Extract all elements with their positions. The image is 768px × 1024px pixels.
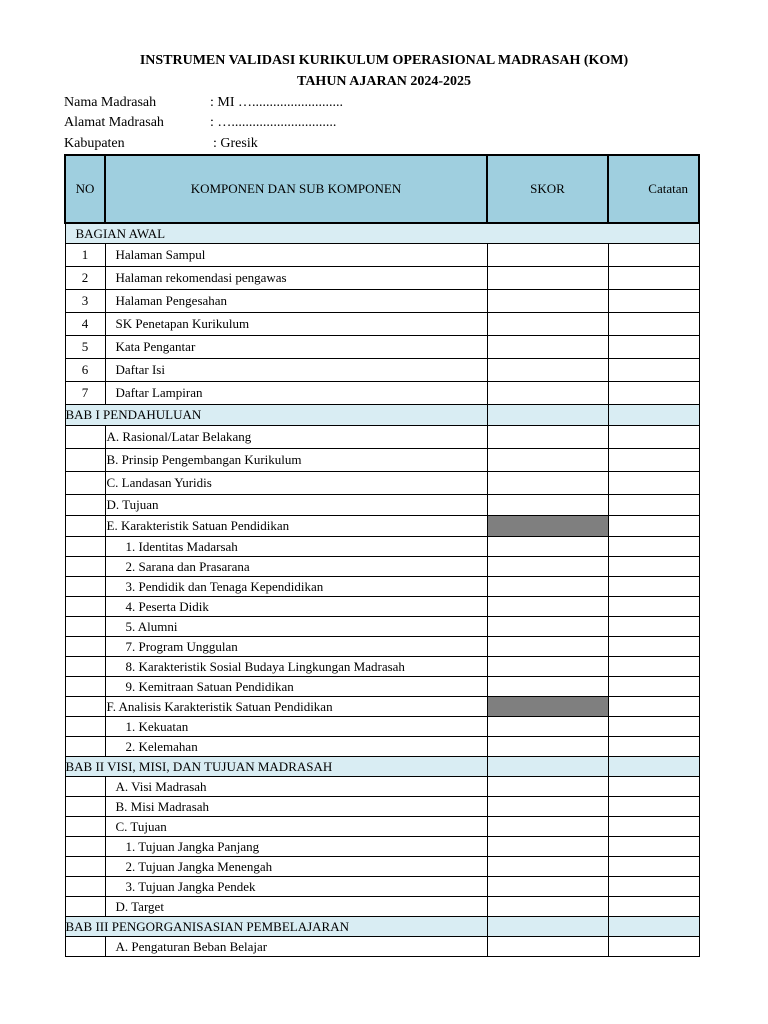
table-row — [65, 657, 699, 677]
info-value: : MI ….......................... — [210, 95, 343, 110]
row-component: 7. Program Unggulan — [105, 637, 487, 657]
validation-table — [64, 154, 700, 957]
row-number — [65, 797, 105, 817]
score-cell[interactable] — [487, 797, 608, 817]
row-number — [65, 472, 105, 495]
row-component: E. Karakteristik Satuan Pendidikan — [105, 516, 487, 537]
table-row — [65, 313, 699, 336]
row-number — [65, 449, 105, 472]
row-number: 6 — [65, 359, 105, 382]
table-row — [65, 697, 699, 717]
table-row — [65, 449, 699, 472]
table-row — [65, 857, 699, 877]
score-cell — [487, 757, 608, 777]
notes-cell[interactable] — [608, 837, 699, 857]
info-label: Kabupaten — [64, 136, 125, 151]
row-component: D. Target — [105, 897, 487, 917]
row-component: SK Penetapan Kurikulum — [105, 313, 487, 336]
info-label: Nama Madrasah — [64, 95, 157, 110]
score-cell — [487, 917, 608, 937]
row-component: 1. Identitas Madarsah — [105, 537, 487, 557]
score-cell-disabled — [487, 697, 608, 717]
row-number — [65, 877, 105, 897]
table-row — [65, 897, 699, 917]
table-row — [65, 937, 699, 957]
notes-cell[interactable] — [608, 557, 699, 577]
row-component: 1. Kekuatan — [105, 717, 487, 737]
notes-cell[interactable] — [608, 267, 699, 290]
row-component: D. Tujuan — [105, 495, 487, 516]
score-cell[interactable] — [487, 495, 608, 516]
score-cell[interactable] — [487, 677, 608, 697]
notes-cell — [608, 757, 699, 777]
notes-cell[interactable] — [608, 290, 699, 313]
score-cell[interactable] — [487, 537, 608, 557]
info-madrasah-address — [64, 114, 337, 132]
score-cell[interactable] — [487, 777, 608, 797]
notes-cell[interactable] — [608, 897, 699, 917]
row-number — [65, 617, 105, 637]
notes-cell[interactable] — [608, 637, 699, 657]
table-row — [65, 677, 699, 697]
table-row — [65, 557, 699, 577]
row-component: 3. Tujuan Jangka Pendek — [105, 877, 487, 897]
row-component: 2. Tujuan Jangka Menengah — [105, 857, 487, 877]
row-component: 2. Sarana dan Prasarana — [105, 557, 487, 577]
score-cell[interactable] — [487, 244, 608, 267]
table-row — [65, 359, 699, 382]
table-row — [65, 472, 699, 495]
row-component: C. Tujuan — [105, 817, 487, 837]
score-cell[interactable] — [487, 472, 608, 495]
row-component: A. Visi Madrasah — [105, 777, 487, 797]
row-component: 3. Pendidik dan Tenaga Kependidikan — [105, 577, 487, 597]
info-madrasah-name — [64, 94, 343, 112]
row-component: Halaman rekomendasi pengawas — [105, 267, 487, 290]
notes-cell[interactable] — [608, 359, 699, 382]
notes-cell — [608, 405, 699, 426]
col-header-notes: Catatan — [608, 155, 699, 223]
row-number — [65, 777, 105, 797]
score-cell[interactable] — [487, 557, 608, 577]
table-row — [65, 617, 699, 637]
notes-cell[interactable] — [608, 657, 699, 677]
table-row — [65, 737, 699, 757]
section-title: BAGIAN AWAL — [65, 223, 699, 244]
row-component: Halaman Pengesahan — [105, 290, 487, 313]
row-component: F. Analisis Karakteristik Satuan Pendidikan — [105, 697, 487, 717]
row-component: C. Landasan Yuridis — [105, 472, 487, 495]
table-row — [65, 597, 699, 617]
row-component: Daftar Lampiran — [105, 382, 487, 405]
section-title: BAB III PENGORGANISASIAN PEMBELAJARAN — [65, 917, 487, 937]
table-row — [65, 495, 699, 516]
row-number: 2 — [65, 267, 105, 290]
row-number — [65, 426, 105, 449]
row-component: 8. Karakteristik Sosial Budaya Lingkungan Madrasah — [105, 657, 487, 677]
score-cell[interactable] — [487, 637, 608, 657]
row-number — [65, 717, 105, 737]
score-cell[interactable] — [487, 897, 608, 917]
notes-cell[interactable] — [608, 817, 699, 837]
section-row — [65, 757, 699, 777]
notes-cell[interactable] — [608, 449, 699, 472]
row-component: B. Misi Madrasah — [105, 797, 487, 817]
row-number — [65, 516, 105, 537]
row-number — [65, 937, 105, 957]
table-row — [65, 717, 699, 737]
table-row — [65, 426, 699, 449]
table-row — [65, 797, 699, 817]
row-component: Halaman Sampul — [105, 244, 487, 267]
row-number — [65, 657, 105, 677]
notes-cell[interactable] — [608, 737, 699, 757]
info-label: Alamat Madrasah — [64, 115, 164, 130]
info-value: : Gresik — [213, 136, 258, 151]
row-component: A. Rasional/Latar Belakang — [105, 426, 487, 449]
section-title: BAB II VISI, MISI, DAN TUJUAN MADRASAH — [65, 757, 487, 777]
section-row — [65, 223, 699, 244]
notes-cell[interactable] — [608, 426, 699, 449]
table-row — [65, 537, 699, 557]
notes-cell[interactable] — [608, 797, 699, 817]
notes-cell[interactable] — [608, 617, 699, 637]
row-component: A. Pengaturan Beban Belajar — [105, 937, 487, 957]
row-number: 5 — [65, 336, 105, 359]
section-row — [65, 917, 699, 937]
notes-cell[interactable] — [608, 336, 699, 359]
notes-cell[interactable] — [608, 244, 699, 267]
notes-cell[interactable] — [608, 495, 699, 516]
notes-cell[interactable] — [608, 313, 699, 336]
row-number — [65, 597, 105, 617]
notes-cell[interactable] — [608, 382, 699, 405]
row-number: 7 — [65, 382, 105, 405]
notes-cell[interactable] — [608, 877, 699, 897]
score-cell-disabled — [487, 516, 608, 537]
notes-cell[interactable] — [608, 516, 699, 537]
score-cell[interactable] — [487, 837, 608, 857]
row-component: 9. Kemitraan Satuan Pendidikan — [105, 677, 487, 697]
row-component: Daftar Isi — [105, 359, 487, 382]
table-row — [65, 777, 699, 797]
table-row — [65, 336, 699, 359]
row-component: 5. Alumni — [105, 617, 487, 637]
score-cell[interactable] — [487, 597, 608, 617]
row-component: 4. Peserta Didik — [105, 597, 487, 617]
notes-cell[interactable] — [608, 697, 699, 717]
table-row — [65, 837, 699, 857]
score-cell[interactable] — [487, 359, 608, 382]
document-subtitle: TAHUN AJARAN 2024-2025 — [297, 74, 471, 89]
row-number — [65, 577, 105, 597]
score-cell[interactable] — [487, 336, 608, 359]
document-title: INSTRUMEN VALIDASI KURIKULUM OPERASIONAL MADRASAH (KOM) — [139, 53, 629, 68]
row-number — [65, 537, 105, 557]
section-row — [65, 405, 699, 426]
score-cell[interactable] — [487, 737, 608, 757]
row-number — [65, 557, 105, 577]
table-row — [65, 516, 699, 537]
row-number — [65, 737, 105, 757]
col-header-component: KOMPONEN DAN SUB KOMPONEN — [105, 155, 487, 223]
notes-cell[interactable] — [608, 577, 699, 597]
score-cell[interactable] — [487, 290, 608, 313]
score-cell[interactable] — [487, 717, 608, 737]
score-cell[interactable] — [487, 817, 608, 837]
score-cell[interactable] — [487, 577, 608, 597]
table-row — [65, 817, 699, 837]
score-cell[interactable] — [487, 382, 608, 405]
score-cell[interactable] — [487, 617, 608, 637]
col-header-score: SKOR — [487, 155, 608, 223]
section-title: BAB I PENDAHULUAN — [65, 405, 487, 426]
score-cell[interactable] — [487, 857, 608, 877]
notes-cell[interactable] — [608, 777, 699, 797]
row-number — [65, 495, 105, 516]
notes-cell[interactable] — [608, 537, 699, 557]
table-row — [65, 267, 699, 290]
row-number: 3 — [65, 290, 105, 313]
notes-cell[interactable] — [608, 677, 699, 697]
row-number — [65, 857, 105, 877]
score-cell[interactable] — [487, 313, 608, 336]
row-number — [65, 637, 105, 657]
row-number — [65, 897, 105, 917]
notes-cell[interactable] — [608, 597, 699, 617]
notes-cell[interactable] — [608, 857, 699, 877]
col-header-no: NO — [65, 155, 105, 223]
row-component: B. Prinsip Pengembangan Kurikulum — [105, 449, 487, 472]
table-row — [65, 637, 699, 657]
table-row — [65, 244, 699, 267]
info-district — [64, 135, 258, 153]
notes-cell — [608, 917, 699, 937]
score-cell[interactable] — [487, 937, 608, 957]
row-number: 1 — [65, 244, 105, 267]
row-number — [65, 697, 105, 717]
row-component: Kata Pengantar — [105, 336, 487, 359]
row-component: 1. Tujuan Jangka Panjang — [105, 837, 487, 857]
table-row — [65, 577, 699, 597]
score-cell[interactable] — [487, 426, 608, 449]
notes-cell[interactable] — [608, 472, 699, 495]
row-number — [65, 837, 105, 857]
row-number — [65, 677, 105, 697]
score-cell[interactable] — [487, 267, 608, 290]
row-number — [65, 817, 105, 837]
table-row — [65, 877, 699, 897]
info-value: : ….............................. — [210, 115, 337, 130]
notes-cell[interactable] — [608, 717, 699, 737]
score-cell[interactable] — [487, 657, 608, 677]
score-cell[interactable] — [487, 877, 608, 897]
row-component: 2. Kelemahan — [105, 737, 487, 757]
table-row — [65, 290, 699, 313]
score-cell — [487, 405, 608, 426]
score-cell[interactable] — [487, 449, 608, 472]
row-number: 4 — [65, 313, 105, 336]
notes-cell[interactable] — [608, 937, 699, 957]
table-row — [65, 382, 699, 405]
